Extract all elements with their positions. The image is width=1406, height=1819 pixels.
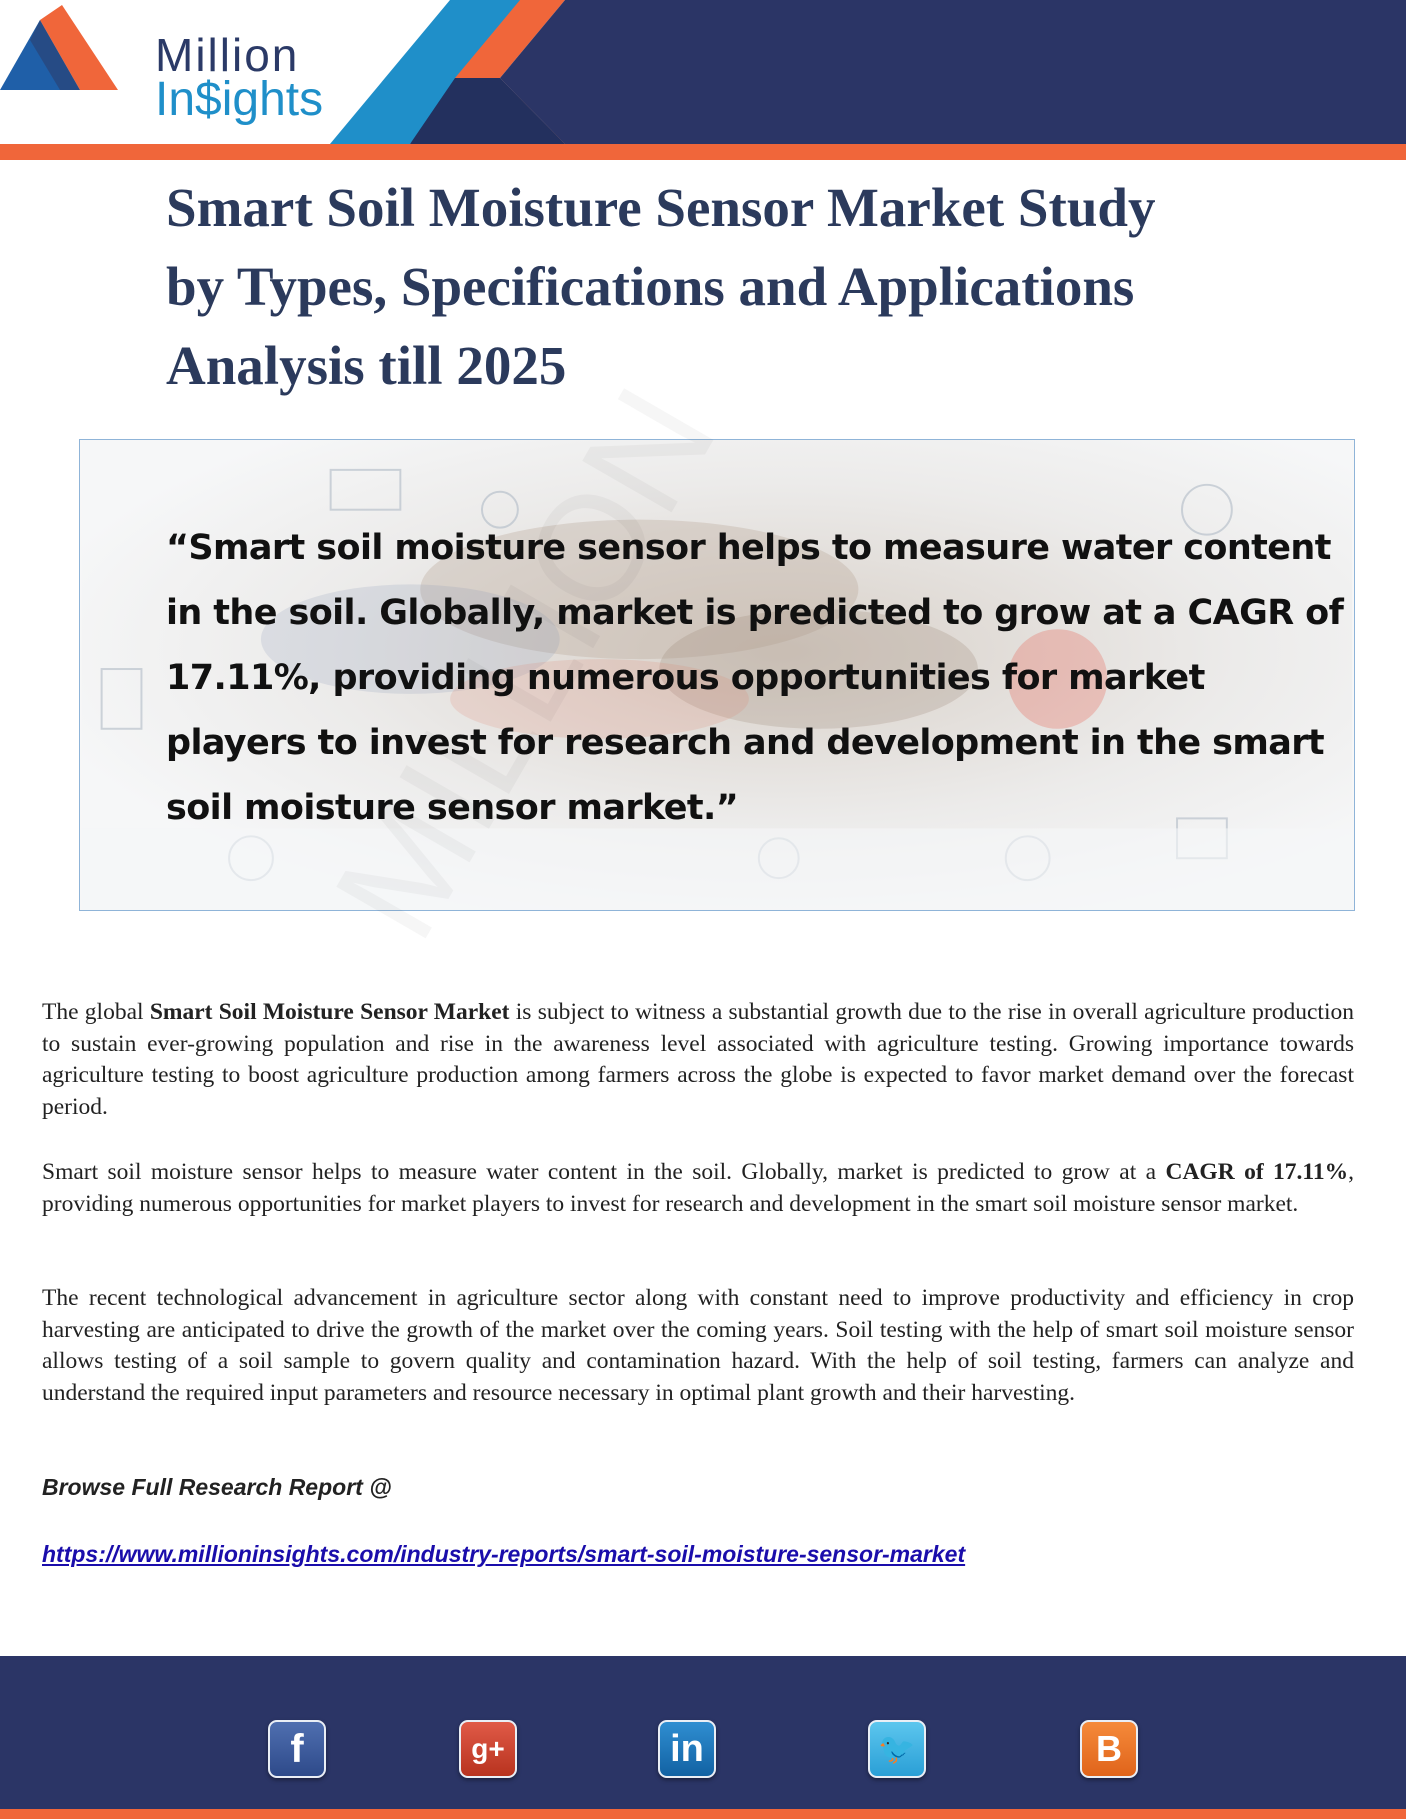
- logo-line-million: Million: [155, 29, 300, 81]
- logo-wordmark: [155, 29, 324, 126]
- quote-text: “Smart soil moisture sensor helps to measure water content in the soil. Globally, market is predicted to grow at a CAGR of 17.11%, providing numerous opportunities for market players to invest for research and development in the smart soil moisture sensor market.”: [166, 528, 1344, 828]
- page-header: [0, 0, 1406, 160]
- p1-text-pre: The global: [42, 999, 150, 1025]
- twitter-icon[interactable]: 🐦: [868, 1720, 926, 1778]
- paragraph-cagr: [42, 1157, 1354, 1220]
- p1-text-post: is subject to witness a substantial growth due to the rise in overall agriculture production to sustain ever-growing population and rise in the awareness level associated with agriculture testing. Growing importance towards agriculture testing to boost agriculture production among farmers across the globe is expected to favor market demand over the forecast period.: [42, 999, 1354, 1120]
- page-title: Smart Soil Moisture Sensor Market Study by Types, Specifications and Applications Analysis till 2025: [166, 177, 1156, 396]
- paragraph-technology: The recent technological advancement in agriculture sector along with constant need to improve productivity and efficiency in crop harvesting are anticipated to drive the growth of the market over the coming years. Soil testing with the help of smart soil moisture sensor allows testing of a soil sample to govern quality and contamination hazard. With the help of soil testing, farmers can analyze and understand the required input parameters and resource necessary in optimal plant growth and their harvesting.: [42, 1285, 1354, 1406]
- paragraph-intro: [42, 997, 1354, 1123]
- facebook-icon[interactable]: f: [268, 1720, 326, 1778]
- browse-label: Browse Full Research Report @: [42, 1474, 392, 1500]
- google-plus-icon[interactable]: g+: [459, 1720, 517, 1778]
- p2-text-post: , providing numerous opportunities for market players to invest for research and development in the smart soil moisture sensor market.: [42, 1159, 1354, 1217]
- p2-cagr-value: CAGR of 17.11%: [1165, 1159, 1349, 1185]
- report-link[interactable]: https://www.millioninsights.com/industry-reports/smart-soil-moisture-sensor-market: [42, 1541, 966, 1567]
- p2-text-pre: Smart soil moisture sensor helps to measure water content in the soil. Globally, market is predicted to grow at a: [42, 1159, 1166, 1185]
- logo-line-insights: In$ights: [155, 73, 324, 126]
- footer-stripe: [0, 1809, 1406, 1819]
- linkedin-icon[interactable]: in: [658, 1720, 716, 1778]
- p1-market-name: Smart Soil Moisture Sensor Market: [149, 999, 510, 1025]
- blogger-icon[interactable]: B: [1080, 1720, 1138, 1778]
- quote-box: [79, 439, 1355, 911]
